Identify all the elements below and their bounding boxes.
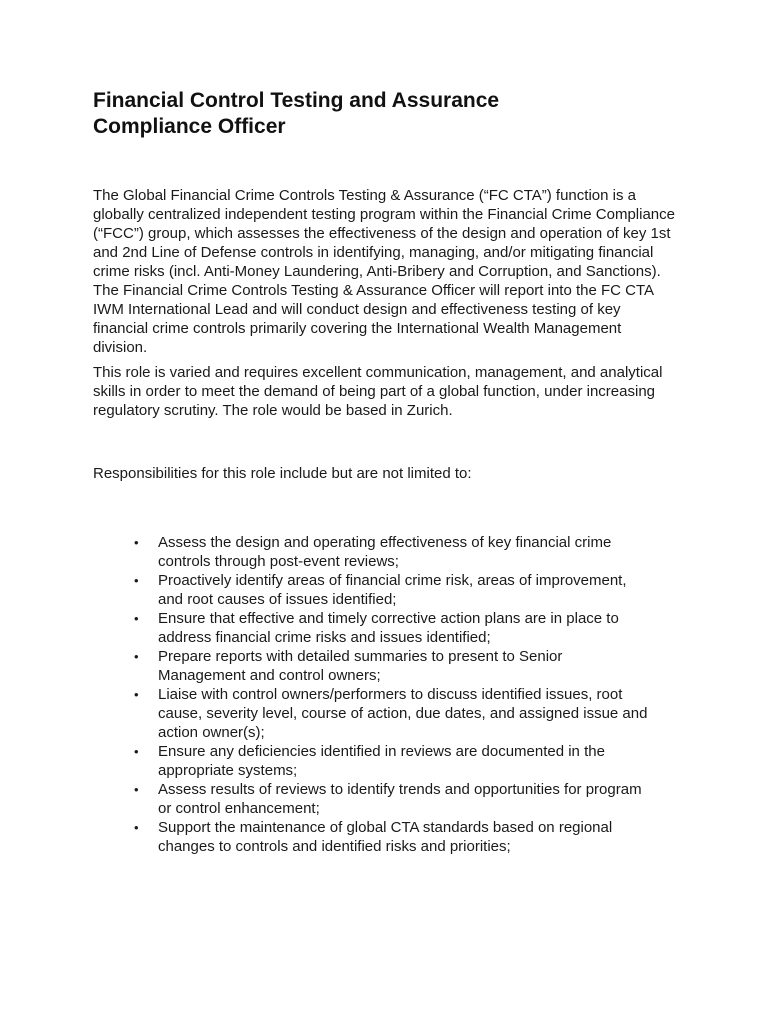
document-page — [93, 88, 693, 856]
list-item-text: Ensure that effective and timely corrective action plans are in place to address financial crime risks and issues identified; — [158, 610, 619, 646]
intro-paragraph: The Global Financial Crime Controls Testing & Assurance (“FC CTA”) function is a globally centralized independent testing program within the Financial Crime Compliance (“FCC”) group, which assesses the effectiveness of the design and operation of key 1st and 2nd Line of Defense controls in identifying, managing, and/or mitigating financial crime risks (incl. Anti-Money Laundering, Anti-Bribery and Corruption, and Sanctions). The Financial Crime Controls Testing & Assurance Officer will report into the FC CTA IWM International Lead and will conduct design and effectiveness testing of key financial crime controls primarily covering the International Wealth Management division. — [93, 187, 675, 356]
list-item-text: Support the maintenance of global CTA standards based on regional changes to controls and identified risks and priorities; — [158, 819, 613, 855]
responsibilities-list — [93, 533, 653, 856]
bullet-icon: • — [134, 687, 139, 702]
document-title: Financial Control Testing and Assurance Compliance Officer — [93, 89, 500, 138]
list-item-text: Liaise with control owners/performers to discuss identified issues, root cause, severity level, course of action, due dates, and assigned issue and action owner(s); — [158, 686, 648, 741]
list-item — [93, 609, 653, 647]
bullet-icon: • — [134, 820, 139, 835]
list-item-text: Ensure any deficiencies identified in reviews are documented in the appropriate systems; — [158, 743, 605, 779]
list-item-text: Proactively identify areas of financial crime risk, areas of improvement, and root causes of issues identified; — [158, 572, 627, 608]
bullet-icon: • — [134, 611, 139, 626]
list-item — [93, 571, 653, 609]
role-paragraph: This role is varied and requires excellent communication, management, and analytical skills in order to meet the demand of being part of a global function, under increasing regulatory scrutiny. The role would be based in Zurich. — [93, 364, 663, 419]
bullet-icon: • — [134, 535, 139, 550]
list-item — [93, 647, 653, 685]
bullet-icon: • — [134, 573, 139, 588]
list-item — [93, 780, 653, 818]
list-item — [93, 533, 653, 571]
list-item — [93, 818, 653, 856]
list-item-text: Assess the design and operating effectiveness of key financial crime controls through post-event reviews; — [158, 534, 612, 570]
responsibilities-heading: Responsibilities for this role include but are not limited to: — [93, 465, 472, 482]
list-item — [93, 742, 653, 780]
list-item — [93, 685, 653, 742]
bullet-icon: • — [134, 744, 139, 759]
bullet-icon: • — [134, 649, 139, 664]
list-item-text: Assess results of reviews to identify trends and opportunities for program or control enhancement; — [158, 781, 642, 817]
bullet-icon: • — [134, 782, 139, 797]
list-item-text: Prepare reports with detailed summaries to present to Senior Management and control owners; — [158, 648, 563, 684]
